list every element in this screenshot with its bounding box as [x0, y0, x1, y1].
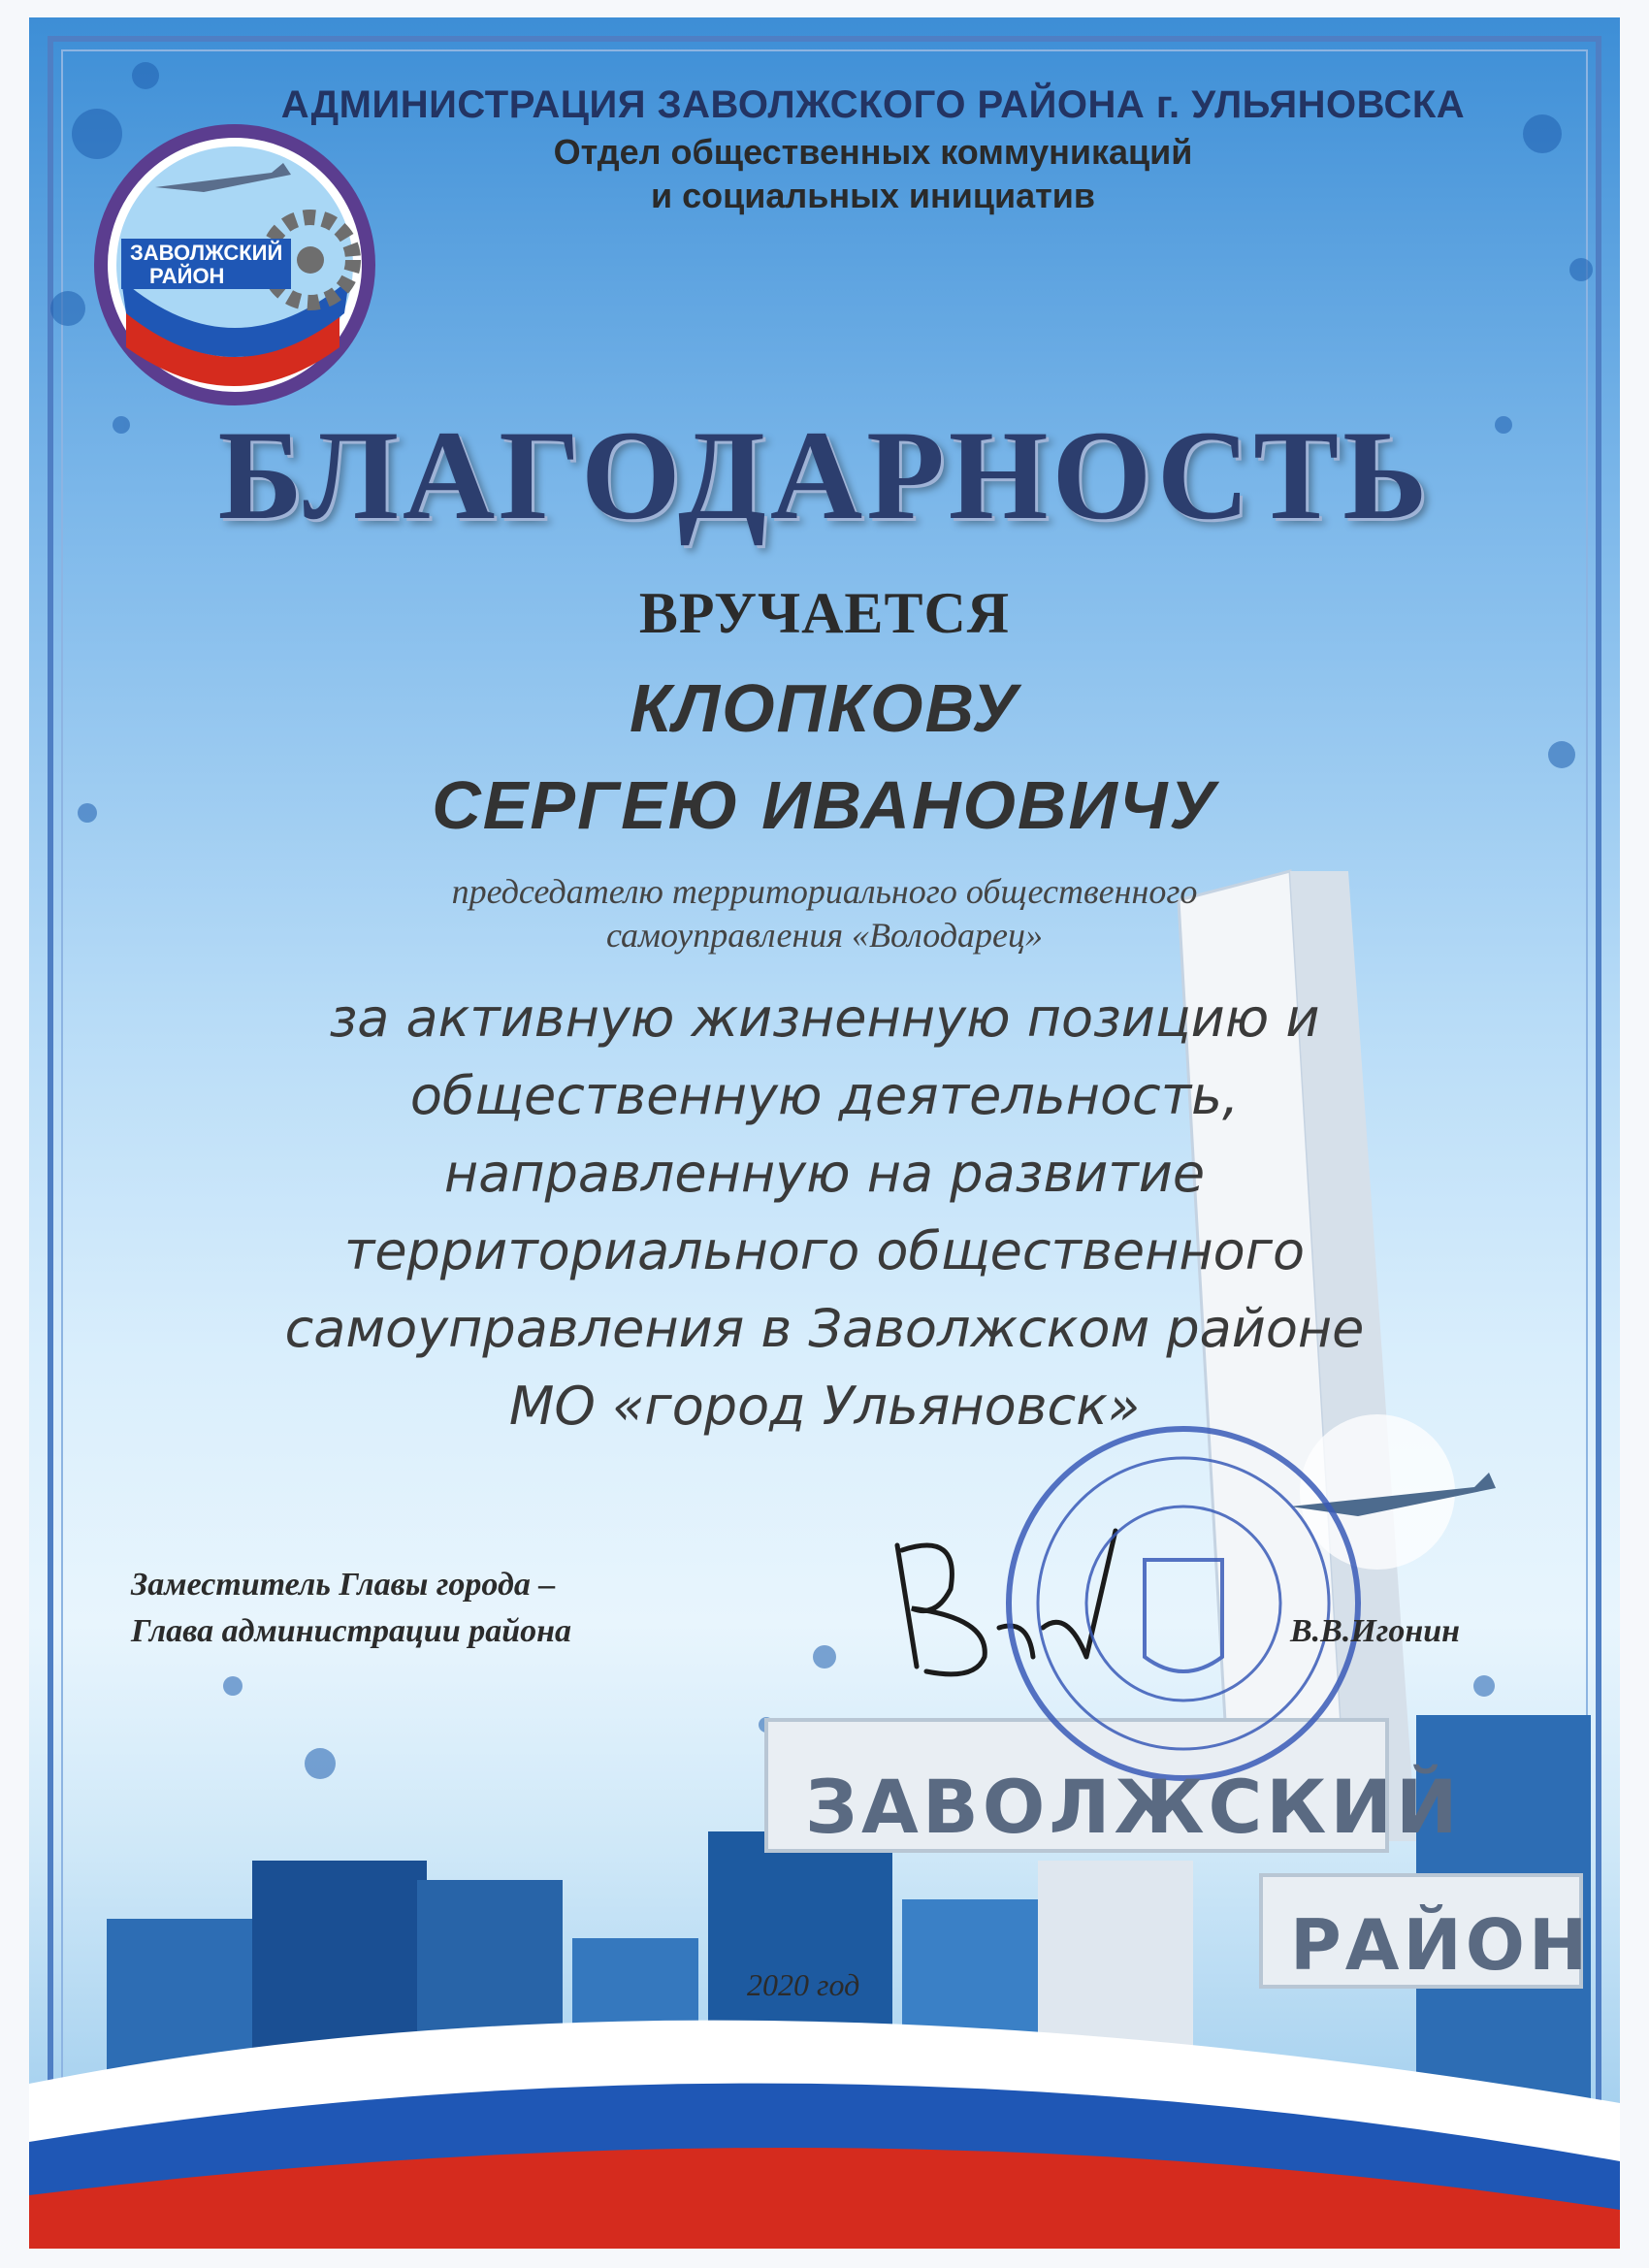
- certificate-title: БЛАГОДАРНОСТЬ: [217, 404, 1432, 546]
- signer-role-line-2: Глава администрации района: [131, 1613, 572, 1649]
- certificate-sheet: [29, 17, 1620, 2249]
- department-line-2: и социальных инициатив: [650, 176, 1096, 215]
- signer-role-line-1: Заместитель Главы города –: [131, 1567, 556, 1603]
- recipient-surname: КЛОПКОВУ: [629, 670, 1020, 746]
- awarded-label: ВРУЧАЕТСЯ: [638, 581, 1011, 645]
- road-sign-word-2: РАЙОН: [1290, 1904, 1592, 1986]
- recipient-position-line-2: самоуправления «Володарец»: [605, 916, 1044, 955]
- logo-text-2: РАЙОН: [149, 264, 225, 288]
- reason-line: направленную на развитие: [443, 1143, 1206, 1204]
- recipient-position-line-1: председателю территориального общественного: [451, 872, 1198, 911]
- road-sign-word-1: ЗАВОЛЖСКИЙ: [805, 1764, 1462, 1850]
- reason-line: МО «город Ульяновск»: [508, 1376, 1141, 1437]
- organization-title: АДМИНИСТРАЦИЯ ЗАВОЛЖСКОГО РАЙОНА г. УЛЬЯНОВСКА: [280, 83, 1466, 126]
- issue-year: 2020 год: [747, 1967, 860, 2002]
- signer-name: В.В.Игонин: [1290, 1613, 1461, 1649]
- reason-line: за активную жизненную позицию и: [329, 988, 1320, 1049]
- recipient-given-names: СЕРГЕЮ ИВАНОВИЧУ: [432, 767, 1217, 843]
- reason-line: самоуправления в Заволжском районе: [284, 1298, 1365, 1359]
- department-line-1: Отдел общественных коммуникаций: [553, 132, 1193, 172]
- reason-line: общественную деятельность,: [409, 1065, 1240, 1126]
- reason-line: территориального общественного: [343, 1220, 1306, 1281]
- logo-text-1: ЗАВОЛЖСКИЙ: [130, 241, 283, 265]
